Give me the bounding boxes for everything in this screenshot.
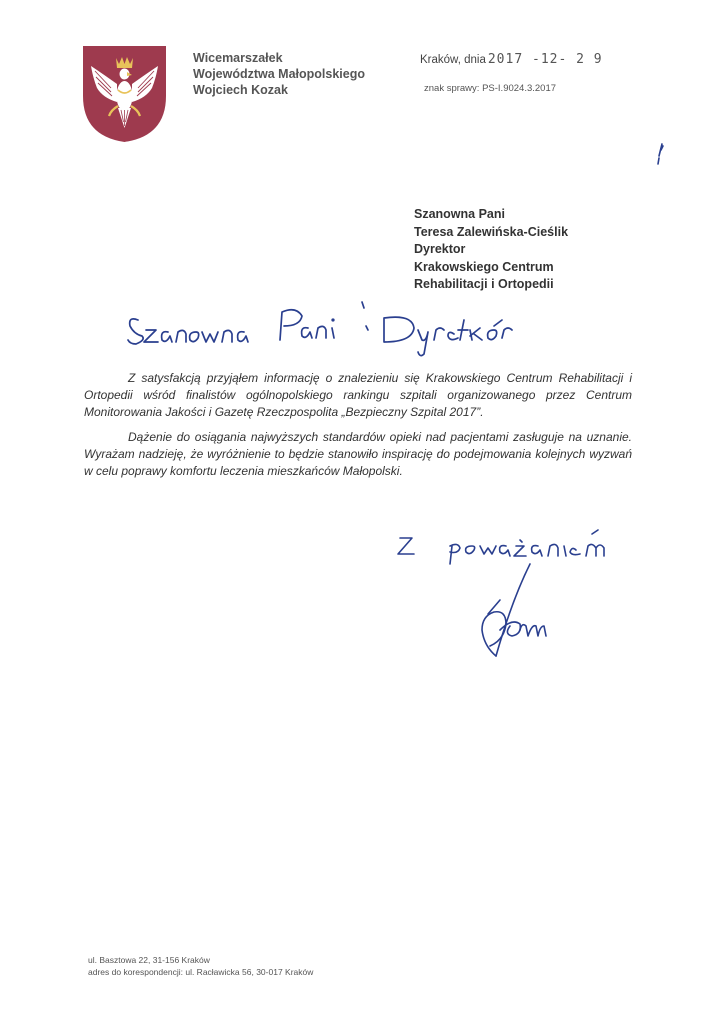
recipient-institution-line1: Krakowskiego Centrum <box>414 259 554 274</box>
place-label: Kraków, dnia <box>420 54 486 66</box>
signature <box>460 560 570 670</box>
sender-office: Województwa Małopolskiego <box>193 67 366 81</box>
recipient-salutation: Szanowna Pani <box>414 207 505 221</box>
case-reference: znak sprawy: PS-I.9024.3.2017 <box>424 83 557 94</box>
sender-block <box>193 50 365 98</box>
date-stamp: 2017 -12- 2 9 <box>487 52 603 67</box>
letter-body <box>84 370 632 488</box>
handwritten-salutation <box>122 290 522 380</box>
body-paragraph-1: Z satysfakcją przyjąłem informację o znalezieniu się Krakowskiego Centrum Rehabilitacji i Ortopedii wśród finalistów ogólnopolskiego rankingu szpitali organizowanego przez Centrum Monitorowania Jakości i Gazetę Rzeczpospolita „Bezpieczny Szpital 2017”. <box>84 371 632 419</box>
sender-name: Wojciech Kozak <box>193 83 288 97</box>
sender-title: Wicemarszałek <box>193 51 283 65</box>
ink-mark-icon <box>650 140 670 170</box>
footer-address <box>88 954 313 978</box>
recipient-position: Dyrektor <box>414 242 466 256</box>
coat-of-arms-icon <box>81 44 168 144</box>
footer-street-address: ul. Basztowa 22, 31-156 Kraków <box>88 955 210 965</box>
place-date <box>420 52 603 67</box>
body-paragraph-2: Dążenie do osiągania najwyższych standardów opieki nad pacjentami zasługuje na uznanie. Wyrażam nadzieję, że wyróżnienie to będzie stanowiło inspirację do podejmowania kolejnych wyzwań w celu poprawy komfortu leczenia mieszkańców Małopolski. <box>84 430 632 478</box>
recipient-block <box>414 206 568 294</box>
recipient-institution-line2: Rehabilitacji i Ortopedii <box>414 277 554 291</box>
footer-correspondence-address: adres do korespondencji: ul. Racławicka 56, 30-017 Kraków <box>88 967 314 977</box>
recipient-name: Teresa Zalewińska-Cieślik <box>414 224 569 239</box>
